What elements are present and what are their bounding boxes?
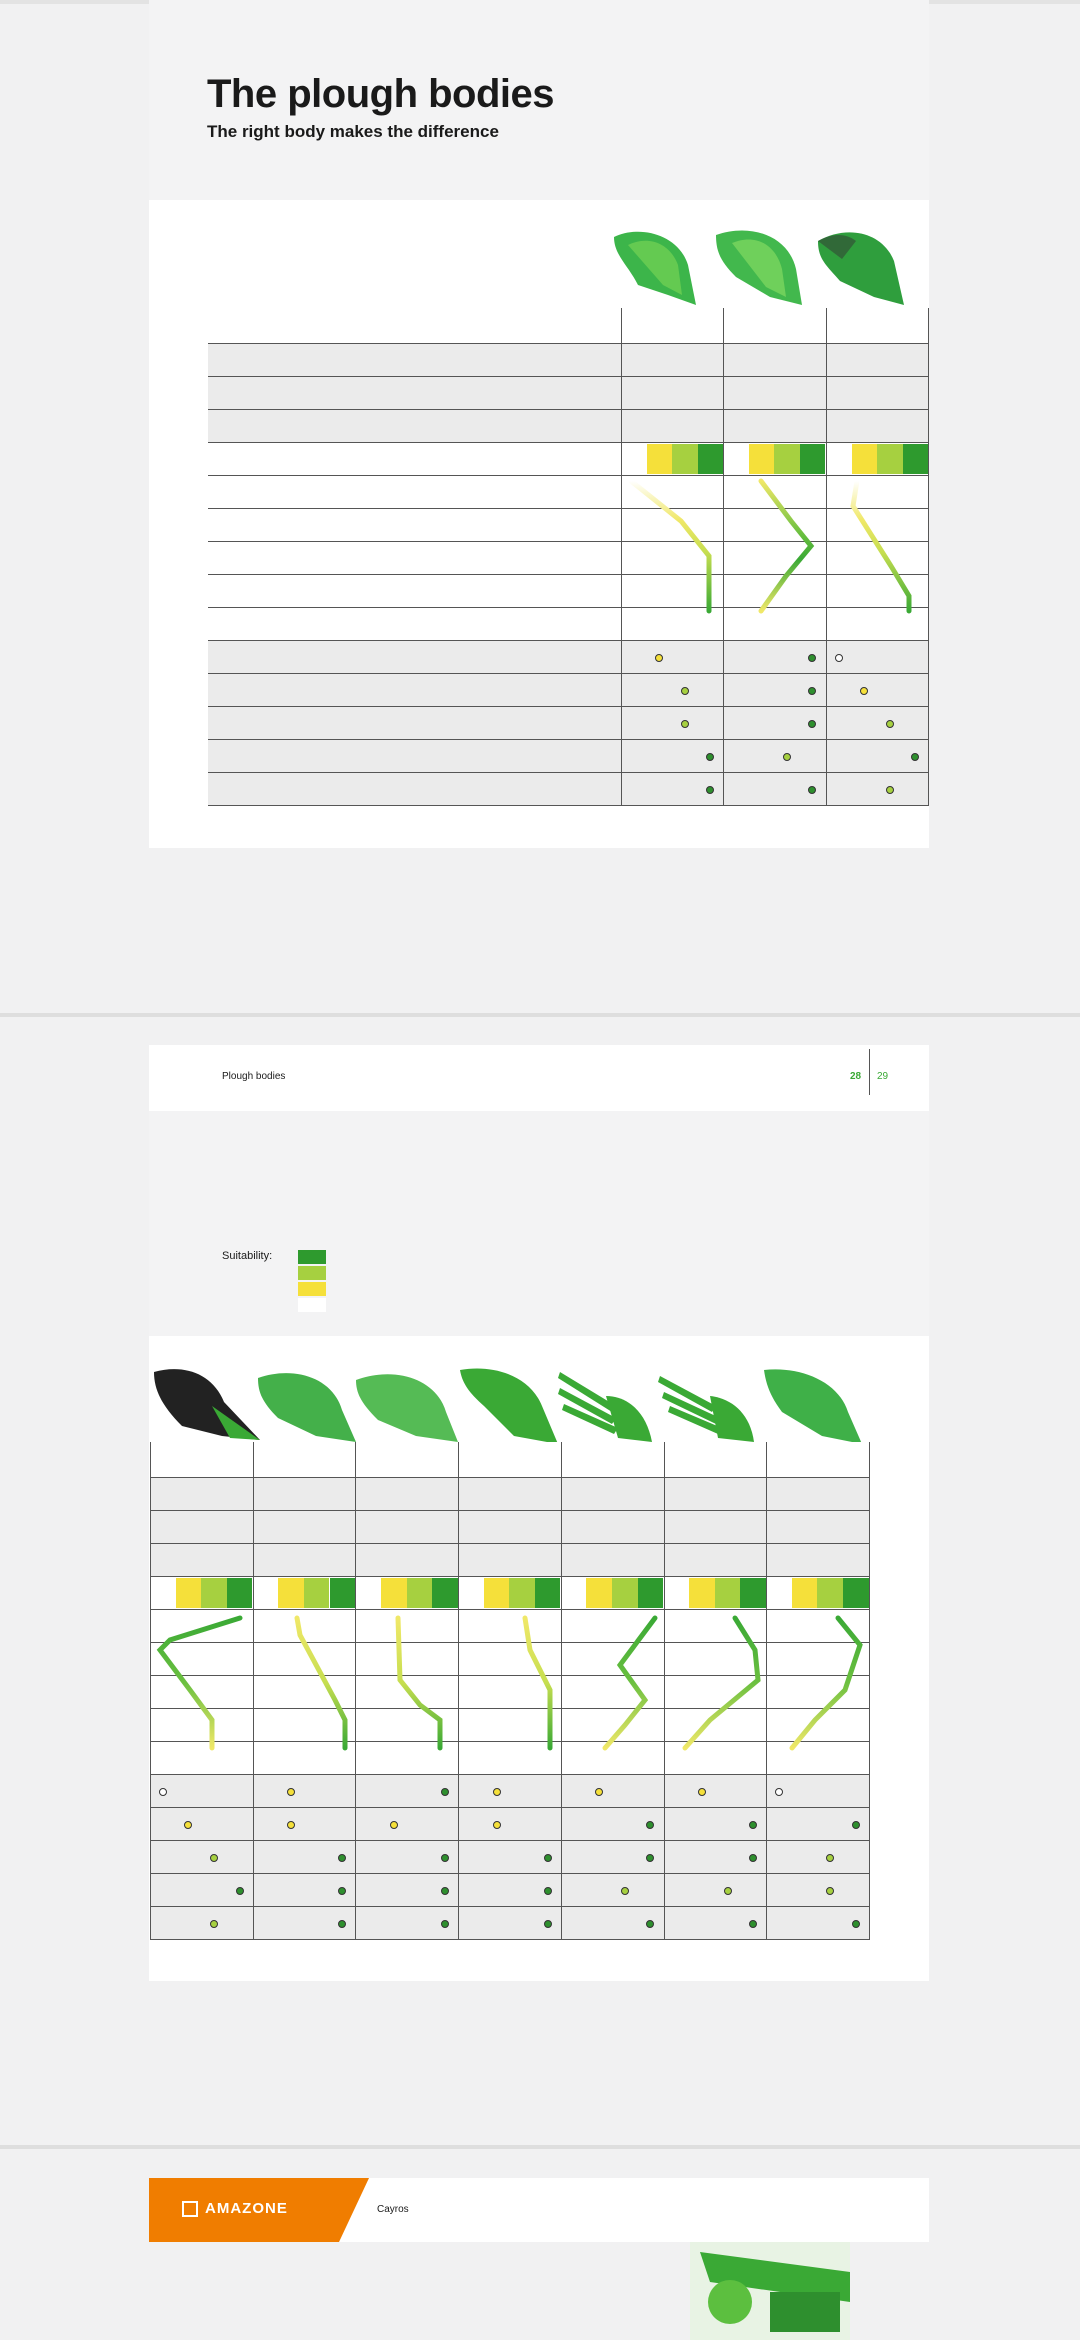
column-divider bbox=[355, 1577, 356, 1610]
column-divider bbox=[253, 1841, 254, 1874]
suitability-scale-cell bbox=[150, 1578, 176, 1608]
column-divider bbox=[458, 1841, 459, 1874]
page-subtitle: The right body makes the difference bbox=[207, 122, 499, 141]
column-divider bbox=[150, 1442, 151, 1478]
column-divider bbox=[723, 641, 724, 674]
suitability-scale-cell bbox=[355, 1578, 381, 1608]
column-divider bbox=[355, 1478, 356, 1511]
column-divider bbox=[766, 1907, 767, 1940]
column-divider bbox=[561, 1874, 562, 1907]
rating-dot bbox=[159, 1788, 167, 1796]
page-number-right: 29 bbox=[877, 1071, 889, 1082]
suitability-scale-cell bbox=[227, 1578, 253, 1608]
plough-body-image-un400 bbox=[764, 1369, 862, 1444]
column-divider bbox=[253, 1808, 254, 1841]
rating-row bbox=[150, 1874, 869, 1907]
soil-curve bbox=[398, 1618, 440, 1748]
column-divider bbox=[766, 1511, 767, 1544]
legend-swatch bbox=[298, 1298, 326, 1312]
column-divider bbox=[723, 377, 724, 410]
column-divider bbox=[621, 443, 622, 476]
column-divider bbox=[664, 1874, 665, 1907]
rating-dot bbox=[698, 1788, 706, 1796]
suitability-scale-cell bbox=[253, 1578, 279, 1608]
numeric-row bbox=[150, 1511, 869, 1544]
column-divider bbox=[826, 773, 827, 806]
column-divider bbox=[664, 1907, 665, 1940]
column-divider bbox=[723, 410, 724, 443]
column-divider bbox=[766, 1442, 767, 1478]
rating-dot bbox=[783, 753, 791, 761]
suitability-scale-cell bbox=[843, 1578, 869, 1608]
page-divider bbox=[869, 1049, 870, 1095]
rating-dot bbox=[886, 786, 894, 794]
column-divider bbox=[621, 641, 622, 674]
rating-dot bbox=[681, 687, 689, 695]
column-divider bbox=[355, 1544, 356, 1577]
rating-row bbox=[208, 740, 928, 773]
column-divider bbox=[869, 1442, 870, 1478]
column-divider bbox=[150, 1841, 151, 1874]
soil-suitability-curves-2 bbox=[150, 1610, 870, 1775]
plough-body-image-wxh400 bbox=[460, 1369, 558, 1445]
suitability-scale-cell bbox=[903, 444, 929, 474]
suitability-scale-cell bbox=[852, 444, 878, 474]
legend-swatch bbox=[298, 1282, 326, 1296]
column-divider bbox=[561, 1775, 562, 1808]
machine-photo bbox=[670, 2242, 860, 2340]
column-divider bbox=[458, 1907, 459, 1940]
column-divider bbox=[826, 344, 827, 377]
column-divider bbox=[766, 1808, 767, 1841]
suitability-scale-cell bbox=[484, 1578, 510, 1608]
suitability-scale-cell bbox=[176, 1578, 202, 1608]
column-divider bbox=[253, 1874, 254, 1907]
column-divider bbox=[621, 377, 622, 410]
column-divider bbox=[869, 1577, 870, 1610]
suitability-scale-cell bbox=[715, 1578, 741, 1608]
column-divider bbox=[458, 1808, 459, 1841]
column-divider bbox=[621, 308, 622, 344]
suitability-scale-cell bbox=[638, 1578, 664, 1608]
column-divider bbox=[621, 740, 622, 773]
footer-section-label: Plough bodies bbox=[222, 1071, 286, 1082]
rating-dot bbox=[210, 1854, 218, 1862]
legend-label: Suitability: bbox=[222, 1250, 273, 1262]
column-divider bbox=[664, 1478, 665, 1511]
header-row bbox=[208, 308, 928, 344]
rating-dot bbox=[441, 1854, 449, 1862]
page-number-left: 28 bbox=[850, 1071, 862, 1082]
column-divider bbox=[150, 1775, 151, 1808]
soil-curve bbox=[853, 481, 909, 611]
plough-body-images bbox=[608, 225, 928, 310]
column-divider bbox=[355, 1775, 356, 1808]
plough-body-image-wx400pe bbox=[154, 1369, 260, 1440]
legend-swatch bbox=[298, 1250, 326, 1264]
column-divider bbox=[766, 1478, 767, 1511]
suitability-scale-cell bbox=[647, 444, 673, 474]
suitability-scale-cell bbox=[817, 1578, 843, 1608]
suitability-scale-cell bbox=[698, 444, 724, 474]
column-divider bbox=[561, 1808, 562, 1841]
column-divider bbox=[621, 707, 622, 740]
column-divider bbox=[664, 1577, 665, 1610]
column-divider bbox=[723, 773, 724, 806]
rating-row bbox=[150, 1841, 869, 1874]
suitability-scale-cell bbox=[458, 1578, 484, 1608]
suitability-scale-cell bbox=[749, 444, 775, 474]
column-divider bbox=[458, 1775, 459, 1808]
column-divider bbox=[561, 1907, 562, 1940]
suitability-scale-cell bbox=[278, 1578, 304, 1608]
column-divider bbox=[561, 1442, 562, 1478]
rating-dot bbox=[493, 1821, 501, 1829]
numeric-row bbox=[150, 1544, 869, 1577]
plough-body-image-wx400 bbox=[818, 232, 904, 305]
plough-body-image-s35 bbox=[356, 1374, 458, 1442]
suitability-scale-cell bbox=[774, 444, 800, 474]
rating-dot bbox=[886, 720, 894, 728]
suitability-scale-cell bbox=[792, 1578, 818, 1608]
column-divider bbox=[621, 674, 622, 707]
column-divider bbox=[766, 1775, 767, 1808]
column-divider bbox=[150, 1874, 151, 1907]
column-divider bbox=[826, 707, 827, 740]
suitability-scale-cell bbox=[664, 1578, 690, 1608]
suitability-scale-cell bbox=[561, 1578, 587, 1608]
header-row bbox=[150, 1442, 869, 1478]
page-separator-2 bbox=[0, 2145, 1080, 2149]
numeric-row bbox=[208, 377, 928, 410]
column-divider bbox=[869, 1544, 870, 1577]
rating-dot bbox=[852, 1821, 860, 1829]
column-divider bbox=[869, 1511, 870, 1544]
column-divider bbox=[723, 308, 724, 344]
rating-row bbox=[150, 1775, 869, 1808]
rating-dot bbox=[775, 1788, 783, 1796]
column-divider bbox=[664, 1442, 665, 1478]
column-divider bbox=[826, 443, 827, 476]
rating-row bbox=[208, 707, 928, 740]
column-divider bbox=[253, 1544, 254, 1577]
page-footer bbox=[149, 1045, 929, 1111]
column-divider bbox=[355, 1874, 356, 1907]
suitability-scale-cell bbox=[381, 1578, 407, 1608]
soil-curve bbox=[160, 1618, 240, 1748]
column-divider bbox=[355, 1442, 356, 1478]
column-divider bbox=[355, 1841, 356, 1874]
column-divider bbox=[869, 1478, 870, 1511]
column-divider bbox=[253, 1775, 254, 1808]
column-divider bbox=[458, 1478, 459, 1511]
rating-dot bbox=[852, 1920, 860, 1928]
column-divider bbox=[253, 1478, 254, 1511]
column-divider bbox=[723, 674, 724, 707]
rating-row bbox=[150, 1808, 869, 1841]
suitability-scale-cell bbox=[201, 1578, 227, 1608]
suitability-scale-cell bbox=[407, 1578, 433, 1608]
column-divider bbox=[458, 1442, 459, 1478]
rating-dot bbox=[544, 1854, 552, 1862]
numeric-row bbox=[150, 1478, 869, 1511]
column-divider bbox=[150, 1544, 151, 1577]
column-divider bbox=[766, 1841, 767, 1874]
soil-curve bbox=[685, 1618, 758, 1748]
suitability-scale-cell bbox=[330, 1578, 356, 1608]
soil-suitability-curves bbox=[621, 476, 931, 641]
column-divider bbox=[869, 1874, 870, 1907]
suitability-scale-cell bbox=[432, 1578, 458, 1608]
suitability-scale-cell bbox=[621, 444, 647, 474]
column-divider bbox=[723, 740, 724, 773]
column-divider bbox=[621, 410, 622, 443]
column-divider bbox=[150, 1907, 151, 1940]
rating-dot bbox=[441, 1788, 449, 1796]
suitability-scale-cell bbox=[535, 1578, 561, 1608]
rating-dot bbox=[493, 1788, 501, 1796]
column-divider bbox=[869, 1775, 870, 1808]
soil-curve bbox=[605, 1618, 655, 1748]
column-divider bbox=[826, 674, 827, 707]
column-divider bbox=[458, 1544, 459, 1577]
soil-curve bbox=[631, 481, 709, 611]
rating-dot bbox=[681, 720, 689, 728]
column-divider bbox=[664, 1808, 665, 1841]
column-divider bbox=[253, 1442, 254, 1478]
suitability-scale-cell bbox=[800, 444, 826, 474]
table-left-border bbox=[928, 308, 929, 806]
plough-body-image-wy400 bbox=[614, 232, 696, 305]
plough-body-image-stu40 bbox=[658, 1376, 754, 1442]
amazone-logo-text: AMAZONE bbox=[205, 2200, 288, 2217]
column-divider bbox=[869, 1841, 870, 1874]
column-divider bbox=[869, 1808, 870, 1841]
rating-dot bbox=[236, 1887, 244, 1895]
column-divider bbox=[664, 1841, 665, 1874]
column-divider bbox=[664, 1775, 665, 1808]
rating-dot bbox=[724, 1887, 732, 1895]
column-divider bbox=[458, 1874, 459, 1907]
column-divider bbox=[355, 1808, 356, 1841]
column-divider bbox=[826, 740, 827, 773]
column-divider bbox=[150, 1478, 151, 1511]
product-name: Cayros bbox=[377, 2204, 409, 2215]
column-divider bbox=[561, 1478, 562, 1511]
rating-dot bbox=[621, 1887, 629, 1895]
column-divider bbox=[869, 1907, 870, 1940]
suitability-scale-cell bbox=[509, 1578, 535, 1608]
legend-area bbox=[149, 1111, 929, 1336]
column-divider bbox=[253, 1907, 254, 1940]
column-divider bbox=[826, 377, 827, 410]
column-divider bbox=[253, 1577, 254, 1610]
page-separator bbox=[0, 1013, 1080, 1017]
column-divider bbox=[458, 1511, 459, 1544]
column-divider bbox=[766, 1577, 767, 1610]
column-divider bbox=[150, 1808, 151, 1841]
soil-curve bbox=[525, 1618, 550, 1748]
suitability-scale-cell bbox=[723, 444, 749, 474]
column-divider bbox=[458, 1577, 459, 1610]
page1-bottom-area bbox=[149, 848, 929, 1013]
rating-dot bbox=[835, 654, 843, 662]
brand-bar bbox=[149, 2178, 929, 2242]
column-divider bbox=[664, 1511, 665, 1544]
column-divider bbox=[826, 410, 827, 443]
plough-body-image-wst430 bbox=[558, 1372, 652, 1442]
column-divider bbox=[561, 1577, 562, 1610]
column-divider bbox=[826, 641, 827, 674]
column-divider bbox=[150, 1511, 151, 1544]
column-divider bbox=[723, 707, 724, 740]
suitability-scale-cell bbox=[304, 1578, 330, 1608]
rating-dot bbox=[441, 1887, 449, 1895]
rating-row bbox=[208, 773, 928, 806]
column-divider bbox=[561, 1841, 562, 1874]
column-divider bbox=[766, 1874, 767, 1907]
rating-dot bbox=[544, 1887, 552, 1895]
column-divider bbox=[561, 1511, 562, 1544]
rating-dot bbox=[390, 1821, 398, 1829]
column-divider bbox=[723, 443, 724, 476]
suitability-scale-cell bbox=[612, 1578, 638, 1608]
numeric-row bbox=[208, 344, 928, 377]
plough-body-images-2 bbox=[152, 1366, 872, 1444]
column-divider bbox=[621, 344, 622, 377]
page2-bottom-area bbox=[149, 1981, 929, 2145]
suitability-scale-cell bbox=[672, 444, 698, 474]
rating-row bbox=[150, 1907, 869, 1940]
suitability-scale-cell bbox=[689, 1578, 715, 1608]
rating-dot bbox=[544, 1920, 552, 1928]
suitability-scale-cell bbox=[826, 444, 852, 474]
column-divider bbox=[561, 1544, 562, 1577]
column-divider bbox=[355, 1511, 356, 1544]
suitability-scale-cell bbox=[586, 1578, 612, 1608]
soil-curve bbox=[297, 1618, 345, 1748]
rating-row bbox=[208, 641, 928, 674]
page-title: The plough bodies bbox=[207, 72, 555, 116]
soil-curve bbox=[792, 1618, 860, 1748]
rating-dot bbox=[441, 1920, 449, 1928]
rating-dot bbox=[210, 1920, 218, 1928]
column-divider bbox=[664, 1544, 665, 1577]
suitability-scale-cell bbox=[766, 1578, 792, 1608]
column-divider bbox=[826, 308, 827, 344]
column-divider bbox=[253, 1511, 254, 1544]
rating-row bbox=[208, 674, 928, 707]
suitability-scale-cell bbox=[740, 1578, 766, 1608]
amazone-logo-icon bbox=[182, 2201, 198, 2217]
numeric-row bbox=[208, 410, 928, 443]
legend-swatch bbox=[298, 1266, 326, 1280]
column-divider bbox=[766, 1544, 767, 1577]
soil-curve bbox=[761, 481, 811, 611]
plough-body-image-wxl430 bbox=[258, 1373, 356, 1442]
column-divider bbox=[150, 1577, 151, 1610]
suitability-scale-cell bbox=[877, 444, 903, 474]
column-divider bbox=[621, 773, 622, 806]
plough-body-image-wl430 bbox=[716, 230, 802, 305]
column-divider bbox=[723, 344, 724, 377]
column-divider bbox=[355, 1907, 356, 1940]
